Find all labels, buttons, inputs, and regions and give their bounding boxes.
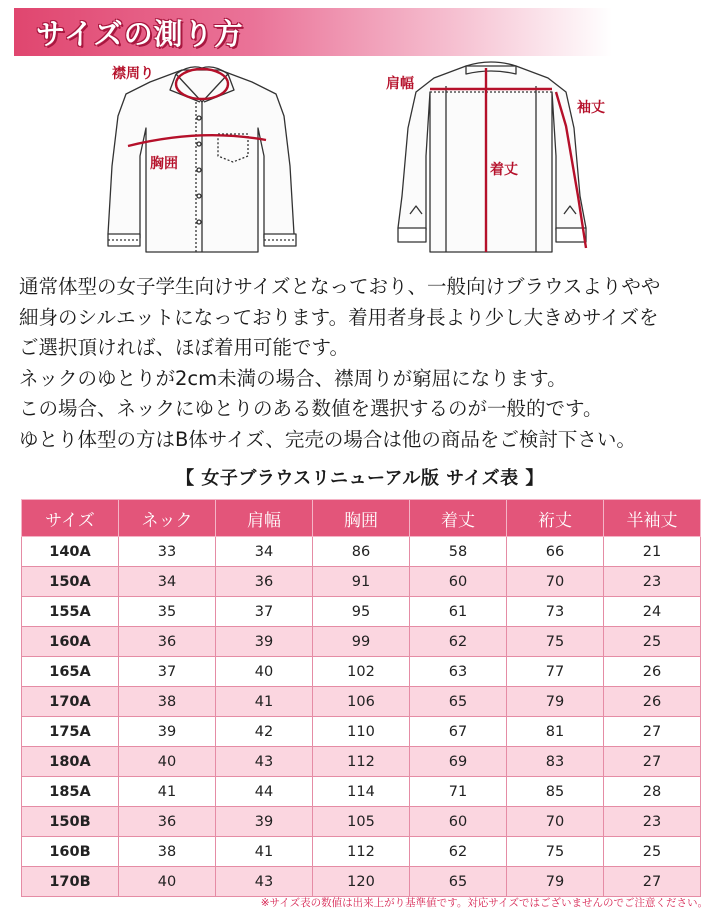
table-row bbox=[22, 627, 701, 657]
size-cell: 140A bbox=[22, 537, 119, 567]
value-cell: 40 bbox=[119, 867, 216, 897]
value-cell: 79 bbox=[507, 687, 604, 717]
title-banner bbox=[14, 8, 612, 56]
header-shoulder: 肩幅 bbox=[216, 500, 313, 537]
value-cell: 66 bbox=[507, 537, 604, 567]
value-cell: 62 bbox=[410, 627, 507, 657]
table-row bbox=[22, 807, 701, 837]
front-shirt-illustration bbox=[108, 67, 296, 252]
measurement-diagram bbox=[0, 56, 720, 270]
description-line: ご選択頂ければ、ほぼ着用可能です。 bbox=[19, 336, 349, 359]
size-cell: 170B bbox=[22, 867, 119, 897]
table-row bbox=[22, 717, 701, 747]
value-cell: 26 bbox=[604, 657, 701, 687]
value-cell: 99 bbox=[313, 627, 410, 657]
value-cell: 21 bbox=[604, 537, 701, 567]
value-cell: 65 bbox=[410, 867, 507, 897]
description-text bbox=[19, 272, 709, 455]
value-cell: 102 bbox=[313, 657, 410, 687]
value-cell: 62 bbox=[410, 837, 507, 867]
value-cell: 36 bbox=[216, 567, 313, 597]
value-cell: 28 bbox=[604, 777, 701, 807]
value-cell: 25 bbox=[604, 837, 701, 867]
header-length: 着丈 bbox=[410, 500, 507, 537]
table-row bbox=[22, 567, 701, 597]
value-cell: 37 bbox=[216, 597, 313, 627]
footnote: ※サイズ表の数値は出来上がり基準値です。対応サイズではございませんのでご注意ください。 bbox=[260, 897, 708, 909]
table-row bbox=[22, 747, 701, 777]
value-cell: 39 bbox=[216, 807, 313, 837]
value-cell: 91 bbox=[313, 567, 410, 597]
value-cell: 81 bbox=[507, 717, 604, 747]
header-yuki: 裄丈 bbox=[507, 500, 604, 537]
table-row bbox=[22, 657, 701, 687]
header-chest: 胸囲 bbox=[313, 500, 410, 537]
value-cell: 38 bbox=[119, 837, 216, 867]
value-cell: 75 bbox=[507, 837, 604, 867]
value-cell: 67 bbox=[410, 717, 507, 747]
value-cell: 36 bbox=[119, 627, 216, 657]
value-cell: 120 bbox=[313, 867, 410, 897]
value-cell: 40 bbox=[216, 657, 313, 687]
table-row bbox=[22, 777, 701, 807]
header-neck: ネック bbox=[119, 500, 216, 537]
value-cell: 36 bbox=[119, 807, 216, 837]
value-cell: 71 bbox=[410, 777, 507, 807]
value-cell: 70 bbox=[507, 807, 604, 837]
table-row bbox=[22, 837, 701, 867]
value-cell: 63 bbox=[410, 657, 507, 687]
value-cell: 23 bbox=[604, 807, 701, 837]
value-cell: 85 bbox=[507, 777, 604, 807]
length-label: 着丈 bbox=[490, 162, 518, 178]
value-cell: 105 bbox=[313, 807, 410, 837]
table-row bbox=[22, 537, 701, 567]
value-cell: 83 bbox=[507, 747, 604, 777]
value-cell: 60 bbox=[410, 567, 507, 597]
value-cell: 26 bbox=[604, 687, 701, 717]
size-cell: 150A bbox=[22, 567, 119, 597]
table-row bbox=[22, 867, 701, 897]
value-cell: 27 bbox=[604, 747, 701, 777]
value-cell: 58 bbox=[410, 537, 507, 567]
size-cell: 185A bbox=[22, 777, 119, 807]
value-cell: 65 bbox=[410, 687, 507, 717]
size-table-body bbox=[22, 537, 701, 897]
value-cell: 114 bbox=[313, 777, 410, 807]
value-cell: 34 bbox=[216, 537, 313, 567]
size-table bbox=[21, 499, 701, 897]
size-table-title: 【 女子ブラウスリニューアル版 サイズ表 】 bbox=[176, 468, 544, 489]
size-cell: 160A bbox=[22, 627, 119, 657]
header-short-sleeve: 半袖丈 bbox=[604, 500, 701, 537]
size-cell: 170A bbox=[22, 687, 119, 717]
value-cell: 40 bbox=[119, 747, 216, 777]
value-cell: 43 bbox=[216, 867, 313, 897]
value-cell: 41 bbox=[119, 777, 216, 807]
size-cell: 180A bbox=[22, 747, 119, 777]
value-cell: 112 bbox=[313, 837, 410, 867]
value-cell: 73 bbox=[507, 597, 604, 627]
value-cell: 27 bbox=[604, 717, 701, 747]
back-shirt-illustration bbox=[398, 62, 586, 252]
value-cell: 38 bbox=[119, 687, 216, 717]
value-cell: 70 bbox=[507, 567, 604, 597]
description-line: 細身のシルエットになっております。着用者身長より少し大きめサイズを bbox=[19, 305, 659, 329]
value-cell: 33 bbox=[119, 537, 216, 567]
value-cell: 60 bbox=[410, 807, 507, 837]
chest-label: 胸囲 bbox=[150, 156, 178, 172]
size-cell: 165A bbox=[22, 657, 119, 687]
value-cell: 110 bbox=[313, 717, 410, 747]
page-title: サイズの測り方 bbox=[36, 17, 244, 51]
header-size: サイズ bbox=[22, 500, 119, 537]
value-cell: 95 bbox=[313, 597, 410, 627]
value-cell: 25 bbox=[604, 627, 701, 657]
value-cell: 41 bbox=[216, 687, 313, 717]
value-cell: 77 bbox=[507, 657, 604, 687]
size-cell: 155A bbox=[22, 597, 119, 627]
value-cell: 23 bbox=[604, 567, 701, 597]
size-cell: 160B bbox=[22, 837, 119, 867]
size-cell: 150B bbox=[22, 807, 119, 837]
description-line: ゆとり体型の方はB体サイズ、完売の場合は他の商品をご検討下さい。 bbox=[19, 427, 636, 451]
value-cell: 37 bbox=[119, 657, 216, 687]
value-cell: 75 bbox=[507, 627, 604, 657]
value-cell: 106 bbox=[313, 687, 410, 717]
value-cell: 39 bbox=[119, 717, 216, 747]
description-line: この場合、ネックにゆとりのある数値を選択するのが一般的です。 bbox=[19, 397, 603, 420]
value-cell: 42 bbox=[216, 717, 313, 747]
value-cell: 41 bbox=[216, 837, 313, 867]
value-cell: 39 bbox=[216, 627, 313, 657]
description-line: ネックのゆとりが2cm未満の場合、襟周りが窮屈になります。 bbox=[19, 366, 567, 390]
shoulder-label: 肩幅 bbox=[386, 76, 414, 92]
size-cell: 175A bbox=[22, 717, 119, 747]
description-line: 通常体型の女子学生向けサイズとなっており、一般向けブラウスよりやや bbox=[19, 275, 661, 298]
value-cell: 24 bbox=[604, 597, 701, 627]
value-cell: 44 bbox=[216, 777, 313, 807]
value-cell: 34 bbox=[119, 567, 216, 597]
table-row bbox=[22, 687, 701, 717]
value-cell: 86 bbox=[313, 537, 410, 567]
sleeve-label: 袖丈 bbox=[577, 100, 605, 116]
value-cell: 27 bbox=[604, 867, 701, 897]
value-cell: 61 bbox=[410, 597, 507, 627]
collar-label: 襟周り bbox=[112, 66, 154, 82]
value-cell: 35 bbox=[119, 597, 216, 627]
value-cell: 112 bbox=[313, 747, 410, 777]
value-cell: 69 bbox=[410, 747, 507, 777]
table-row bbox=[22, 597, 701, 627]
value-cell: 79 bbox=[507, 867, 604, 897]
value-cell: 43 bbox=[216, 747, 313, 777]
size-table-header-row bbox=[22, 500, 701, 537]
